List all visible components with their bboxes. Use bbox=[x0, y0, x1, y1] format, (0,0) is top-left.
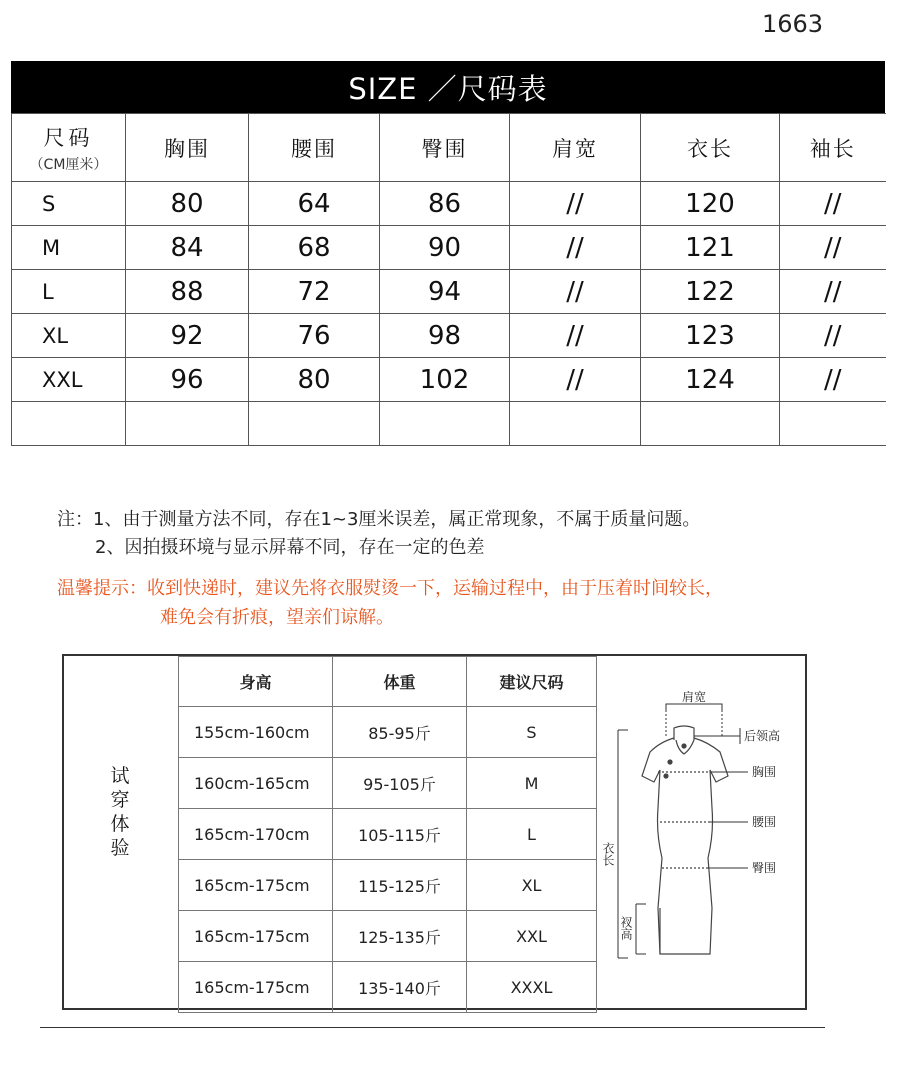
slit-label: 衩高 bbox=[619, 916, 633, 940]
suggested-size-cell: XXXL bbox=[467, 962, 597, 1013]
sleeve-cell: // bbox=[780, 314, 886, 358]
empty-cell bbox=[641, 402, 780, 446]
empty-cell bbox=[380, 402, 510, 446]
note-line-1: 注：1、由于测量方法不同，存在1~3厘米误差，属正常现象，不属于质量问题。 bbox=[57, 509, 701, 530]
hip-label: 臀围 bbox=[752, 861, 777, 875]
chest-label: 胸围 bbox=[752, 765, 777, 779]
length-cell: 124 bbox=[641, 358, 780, 402]
warning-line-2: 难免会有折痕，望亲们谅解。 bbox=[160, 607, 394, 628]
size-chart-header-row bbox=[12, 114, 886, 182]
bottom-divider bbox=[40, 1027, 825, 1028]
length-cell: 122 bbox=[641, 270, 780, 314]
weight-cell: 135-140斤 bbox=[333, 962, 467, 1013]
weight-cell: 115-125斤 bbox=[333, 860, 467, 911]
note-line-2: 2、因拍摄环境与显示屏幕不同，存在一定的色差 bbox=[95, 537, 485, 558]
chest-cell: 92 bbox=[126, 314, 249, 358]
try-on-label-char: 验 bbox=[110, 837, 130, 859]
table-row bbox=[12, 270, 886, 314]
column-header-chest: 胸围 bbox=[126, 114, 249, 182]
sleeve-cell: // bbox=[780, 226, 886, 270]
column-header-shoulder: 肩宽 bbox=[510, 114, 641, 182]
size-header-label: 尺码 bbox=[43, 125, 94, 150]
column-header-waist: 腰围 bbox=[249, 114, 380, 182]
height-cell: 155cm-160cm bbox=[179, 707, 333, 758]
column-header-weight: 体重 bbox=[333, 657, 467, 707]
hip-cell: 94 bbox=[380, 270, 510, 314]
suggested-size-cell: S bbox=[467, 707, 597, 758]
table-row bbox=[12, 182, 886, 226]
sleeve-cell: // bbox=[780, 182, 886, 226]
column-header-hip: 臀围 bbox=[380, 114, 510, 182]
waist-cell: 76 bbox=[249, 314, 380, 358]
suggested-size-cell: XXL bbox=[467, 911, 597, 962]
chest-cell: 96 bbox=[126, 358, 249, 402]
shoulder-cell: // bbox=[510, 358, 641, 402]
table-row bbox=[179, 809, 597, 860]
table-row bbox=[179, 962, 597, 1013]
size-cell: S bbox=[12, 182, 126, 226]
shoulder-cell: // bbox=[510, 270, 641, 314]
size-header-unit: （CM厘米） bbox=[29, 156, 108, 173]
empty-cell bbox=[510, 402, 641, 446]
suggested-size-cell: XL bbox=[467, 860, 597, 911]
table-row bbox=[179, 860, 597, 911]
waist-cell: 64 bbox=[249, 182, 380, 226]
table-row bbox=[179, 707, 597, 758]
chest-cell: 84 bbox=[126, 226, 249, 270]
chest-cell: 80 bbox=[126, 182, 249, 226]
empty-cell bbox=[249, 402, 380, 446]
empty-cell bbox=[126, 402, 249, 446]
weight-cell: 125-135斤 bbox=[333, 911, 467, 962]
warning-line-1: 温馨提示：收到快递时，建议先将衣服熨烫一下，运输过程中，由于压着时间较长， bbox=[57, 578, 723, 599]
hip-cell: 102 bbox=[380, 358, 510, 402]
size-chart-table bbox=[11, 113, 886, 446]
weight-cell: 105-115斤 bbox=[333, 809, 467, 860]
shoulder-cell: // bbox=[510, 314, 641, 358]
measurement-guide-lines bbox=[618, 704, 748, 958]
hip-cell: 90 bbox=[380, 226, 510, 270]
size-header-cell bbox=[12, 114, 126, 182]
size-cell: XL bbox=[12, 314, 126, 358]
product-code: 1663 bbox=[762, 10, 824, 38]
waist-cell: 68 bbox=[249, 226, 380, 270]
table-row bbox=[179, 911, 597, 962]
length-cell: 123 bbox=[641, 314, 780, 358]
shoulder-cell: // bbox=[510, 182, 641, 226]
try-on-table bbox=[178, 656, 597, 1013]
empty-cell bbox=[12, 402, 126, 446]
waist-label: 腰围 bbox=[752, 815, 777, 829]
table-row bbox=[179, 758, 597, 809]
try-on-label bbox=[108, 764, 132, 860]
height-cell: 165cm-175cm bbox=[179, 911, 333, 962]
qipao-measurement-diagram bbox=[598, 658, 804, 1008]
size-chart-title: SIZE ／尺码表 bbox=[11, 61, 885, 113]
length-cell: 120 bbox=[641, 182, 780, 226]
length-cell: 121 bbox=[641, 226, 780, 270]
weight-cell: 85-95斤 bbox=[333, 707, 467, 758]
table-row bbox=[12, 314, 886, 358]
shoulder-label: 肩宽 bbox=[681, 690, 707, 704]
height-cell: 165cm-175cm bbox=[179, 962, 333, 1013]
weight-cell: 95-105斤 bbox=[333, 758, 467, 809]
length-label: 衣长 bbox=[601, 842, 615, 866]
sleeve-cell: // bbox=[780, 358, 886, 402]
column-header-height: 身高 bbox=[179, 657, 333, 707]
sleeve-cell: // bbox=[780, 270, 886, 314]
try-on-header-row bbox=[179, 657, 597, 707]
chest-cell: 88 bbox=[126, 270, 249, 314]
try-on-label-char: 体 bbox=[110, 813, 130, 835]
empty-cell bbox=[780, 402, 886, 446]
column-header-length: 衣长 bbox=[641, 114, 780, 182]
try-on-label-char: 试 bbox=[110, 765, 130, 787]
size-cell: L bbox=[12, 270, 126, 314]
shoulder-cell: // bbox=[510, 226, 641, 270]
height-cell: 165cm-170cm bbox=[179, 809, 333, 860]
hip-cell: 86 bbox=[380, 182, 510, 226]
height-cell: 160cm-165cm bbox=[179, 758, 333, 809]
column-header-suggested-size: 建议尺码 bbox=[467, 657, 597, 707]
suggested-size-cell: M bbox=[467, 758, 597, 809]
try-on-label-char: 穿 bbox=[110, 789, 130, 811]
waist-cell: 72 bbox=[249, 270, 380, 314]
hip-cell: 98 bbox=[380, 314, 510, 358]
try-on-box bbox=[62, 654, 807, 1010]
column-header-sleeve: 袖长 bbox=[780, 114, 886, 182]
collar-label: 后领高 bbox=[744, 729, 781, 743]
suggested-size-cell: L bbox=[467, 809, 597, 860]
waist-cell: 80 bbox=[249, 358, 380, 402]
height-cell: 165cm-175cm bbox=[179, 860, 333, 911]
table-row bbox=[12, 226, 886, 270]
size-cell: M bbox=[12, 226, 126, 270]
table-row bbox=[12, 358, 886, 402]
table-row-empty bbox=[12, 402, 886, 446]
qipao-dress-icon bbox=[642, 726, 728, 954]
size-cell: XXL bbox=[12, 358, 126, 402]
